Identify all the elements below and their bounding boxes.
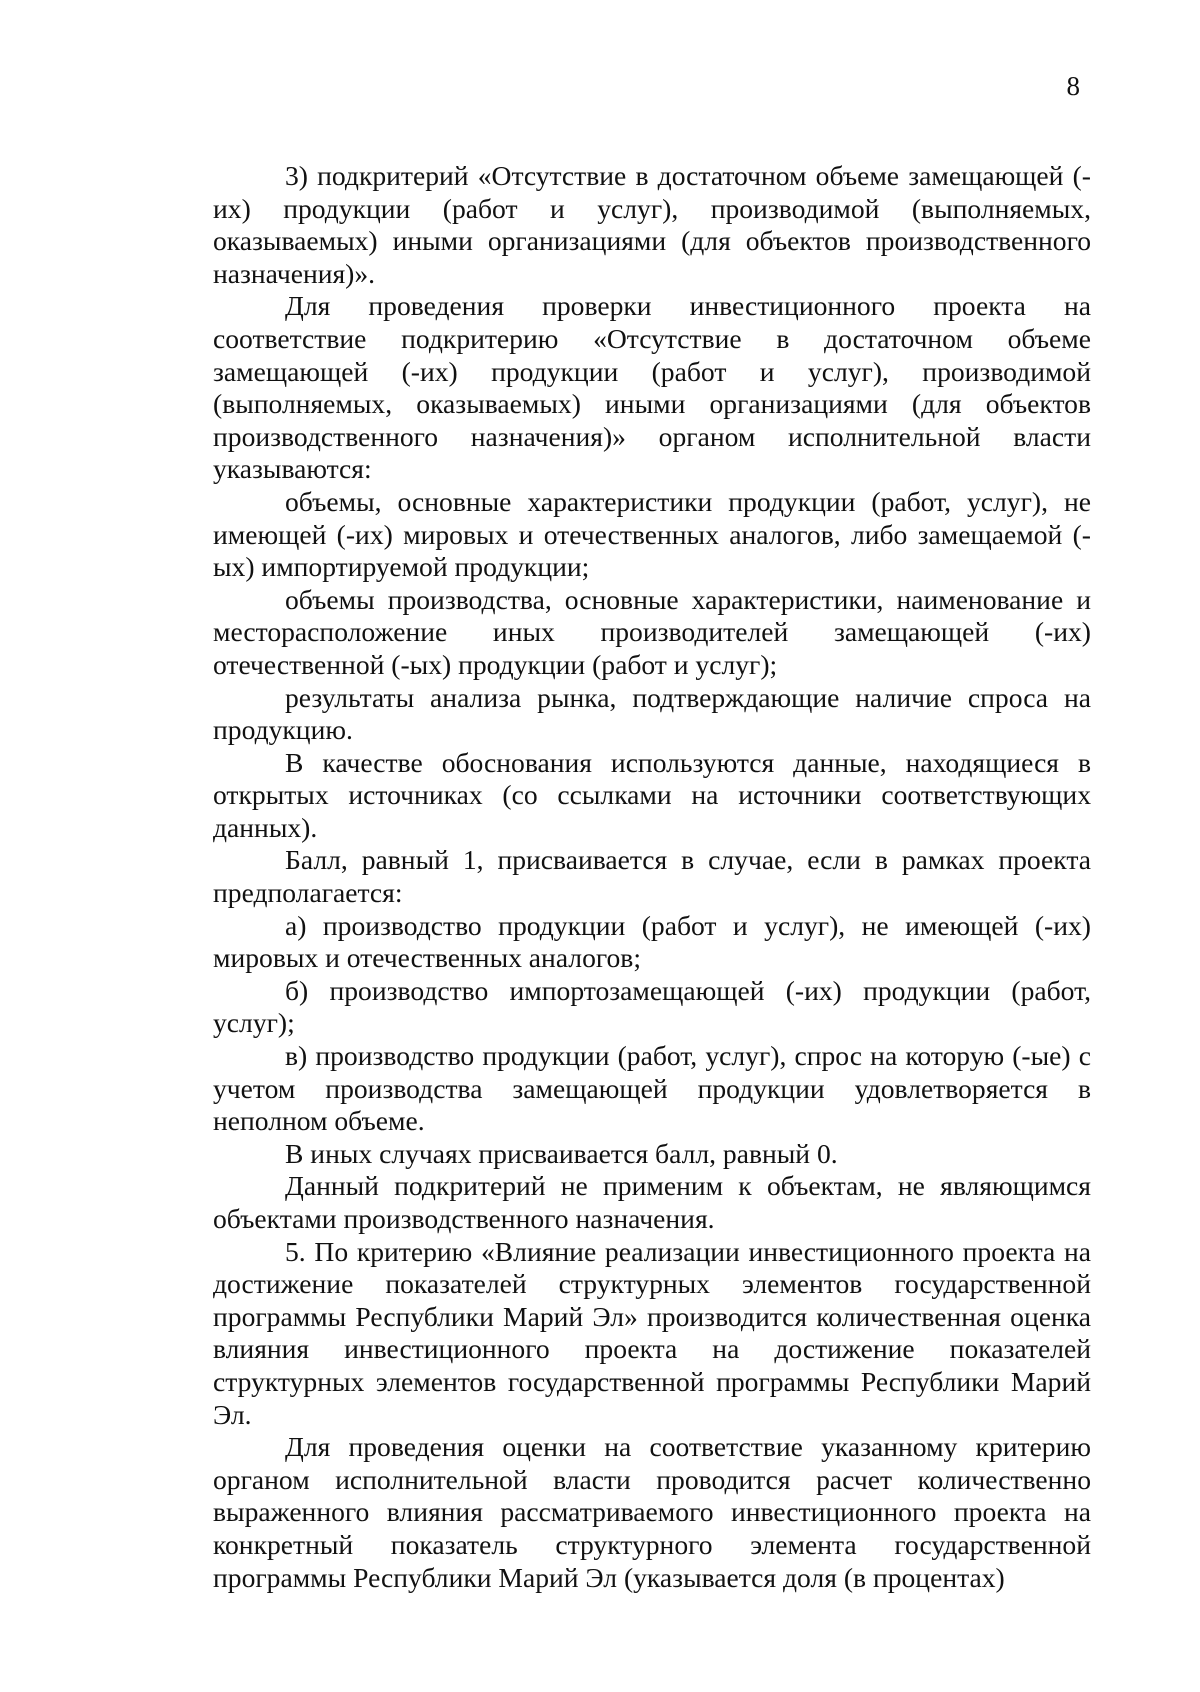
paragraph-score-zero: В иных случаях присваивается балл, равный 0. — [285, 1137, 838, 1169]
paragraph-verification-intro: Для проведения проверки инвестиционного проекта на соответствие подкритерию «Отсутствие в достаточном объеме замещающей (-их) продукции (работ и услуг), производимой (выполняемых, оказываемых) иными организациями (для объектов производственного назначения)» органом исполнительной власти указываются: — [213, 290, 1091, 485]
paragraph-justification-sources: В качестве обоснования используются данные, находящиеся в открытых источниках (со ссылками на источники соответствующих данных). — [213, 746, 1091, 843]
paragraph-not-applicable: Данный подкритерий не применим к объектам, не являющимся объектами производственного назначения. — [213, 1170, 1091, 1234]
paragraph-subcriterion-3: 3) подкритерий «Отсутствие в достаточном объеме замещающей (-их) продукции (работ и услуг), производимой (выполняемых, оказываемых) иными организациями (для объектов производственного назначения)». — [213, 160, 1091, 289]
paragraph-market-analysis: результаты анализа рынка, подтверждающие наличие спроса на продукцию. — [213, 681, 1091, 746]
paragraph-score-one: Балл, равный 1, присваивается в случае, если в рамках проекта предполагается: — [213, 844, 1091, 909]
paragraph-production-volumes: объемы производства, основные характеристики, наименование и месторасположение иных производителей замещающей (-их) отечественной (-ых) продукции (работ и услуг); — [213, 583, 1091, 680]
paragraph-item-b: б) производство импортозамещающей (-их) продукции (работ, услуг); — [213, 974, 1091, 1039]
document-body — [213, 160, 1091, 1594]
paragraph-assessment-method: Для проведения оценки на соответствие указанному критерию органом исполнительной власти проводится расчет количественно выраженного влияния рассматриваемого инвестиционного проекта на конкретный показатель структурного элемента государственной программы Республики Марий Эл (указывается доля (в процентах) — [213, 1431, 1091, 1593]
page-number: 8 — [1066, 71, 1080, 101]
paragraph-item-c: в) производство продукции (работ, услуг), спрос на которую (-ые) с учетом производства замещающей продукции удовлетворяется в неполном объеме. — [213, 1040, 1091, 1137]
paragraph-item-a: а) производство продукции (работ и услуг), не имеющей (-их) мировых и отечественных аналогов; — [213, 909, 1091, 974]
paragraph-volumes-characteristics: объемы, основные характеристики продукции (работ, услуг), не имеющей (-их) мировых и отечественных аналогов, либо замещаемой (-ых) импортируемой продукции; — [213, 485, 1091, 583]
paragraph-criterion-5: 5. По критерию «Влияние реализации инвестиционного проекта на достижение показателей структурных элементов государственной программы Республики Марий Эл» производится количественная оценка влияния инвестиционного проекта на достижение показателей структурных элементов государственной программы Республики Марий Эл. — [213, 1235, 1091, 1430]
